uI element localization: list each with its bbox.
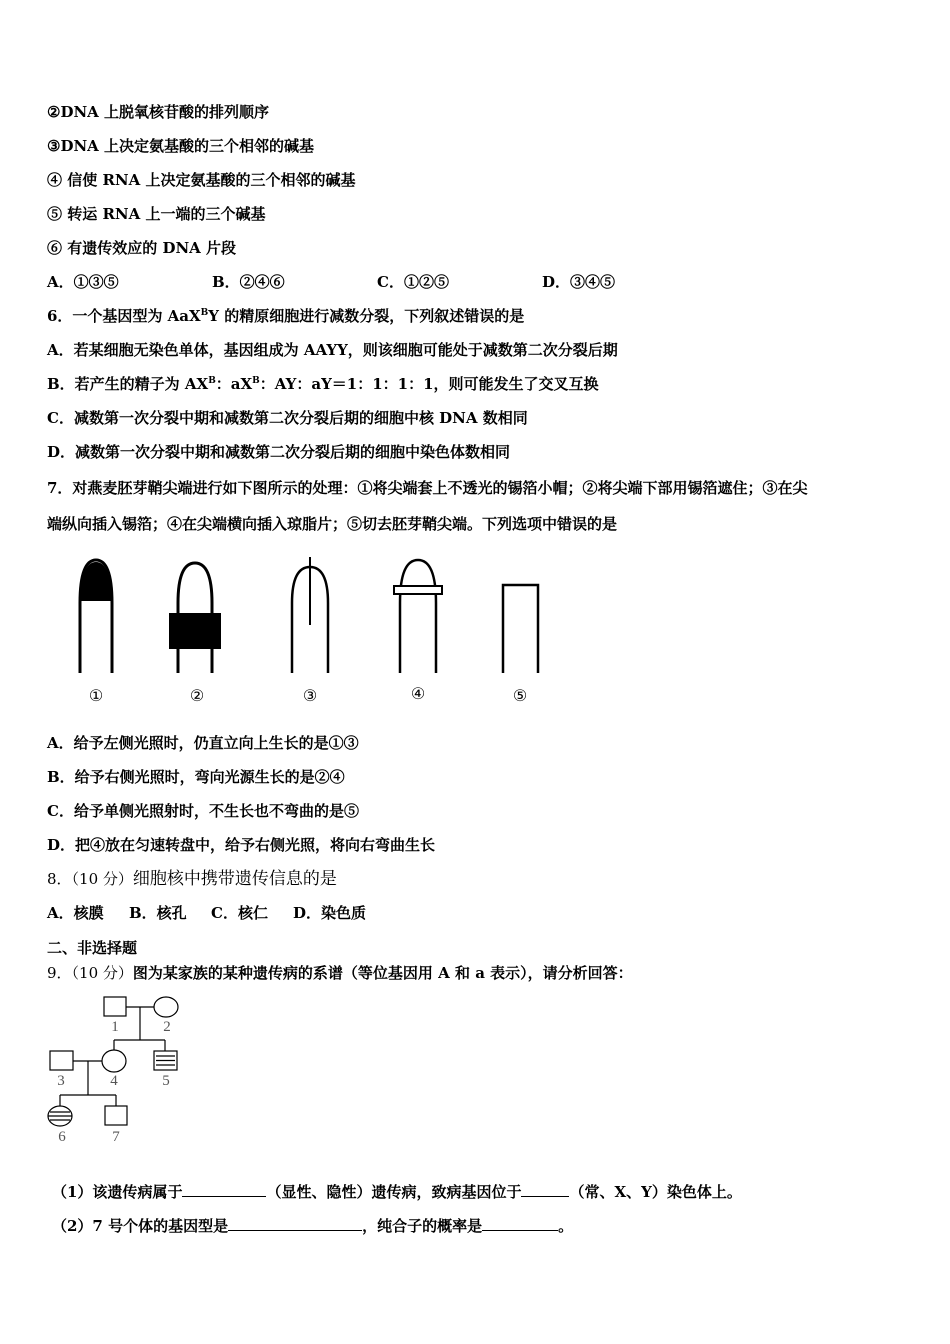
q5-options [47,272,615,292]
coleoptile-4 [394,560,442,673]
q6-option-b: B．若产生的精子为 $AX^B$：$aX^B$：AY：aY＝1：1：1：1，则可能发生了交叉互换 [47,375,599,393]
item-4: ④ 信使 RNA 上决定氨基酸的三个相邻的碱基 [47,171,356,189]
coleoptile-5 [503,585,538,673]
q8-option-a: A．核膜 [47,904,104,922]
q9-sub2: （2）7 号个体的基因型是 ，纯合子的概率是 。 [52,1217,574,1235]
answer-blank-3[interactable] [228,1215,362,1231]
q5-option-b: B．②④⑥ [212,273,285,291]
section-2-heading: 二、非选择题 [47,939,138,957]
q8-stem: 8．（10 分）细胞核中携带遗传信息的是 [47,869,337,889]
q5-option-a: A．①③⑤ [47,273,119,291]
item-6: ⑥ 有遗传效应的 DNA 片段 [47,239,237,257]
individual-3 [50,1051,73,1070]
coleoptile-3 [292,557,328,673]
foil-band-shape [169,613,221,649]
q8-option-c: C．核仁 [211,904,268,922]
pedigree-label-5: 5 [162,1073,170,1089]
q6-option-c: C．减数第一次分裂中期和减数第二次分裂后期的细胞中核 DNA 数相同 [47,409,528,427]
individual-2 [154,997,178,1017]
answer-blank-1[interactable] [182,1181,266,1197]
pedigree-label-7: 7 [112,1129,120,1145]
figure-label-5: ⑤ [512,686,528,705]
pedigree-label-1: 1 [111,1019,119,1035]
coleoptile-figure [60,555,560,715]
coleoptile-1 [80,560,112,673]
individual-7 [105,1106,127,1125]
answer-blank-4[interactable] [482,1215,558,1231]
individual-1 [104,997,126,1016]
answer-blank-2[interactable] [521,1181,569,1197]
figure-label-1: ① [88,686,104,705]
pedigree-chart [40,994,200,1146]
pedigree-label-3: 3 [57,1073,65,1089]
pedigree-label-4: 4 [110,1073,118,1089]
q7-option-a: A．给予左侧光照时，仍直立向上生长的是①③ [47,734,359,752]
pedigree-label-2: 2 [163,1019,171,1035]
q9-stem: 9．（10 分）图为某家族的某种遗传病的系谱（等位基因用 A 和 a 表示），请分析回答： [47,964,633,982]
figure-label-2: ② [189,686,205,705]
q8-option-d: D．染色质 [293,904,367,922]
coleoptile-2 [169,563,221,673]
figure-label-3: ③ [302,686,318,705]
agar-slice-shape [394,586,442,594]
q5-option-d: D．③④⑤ [542,273,616,291]
q7-stem-line1: 7．对燕麦胚芽鞘尖端进行如下图所示的处理：①将尖端套上不透光的锡箔小帽；②将尖端下部用锡箔遮住；③在尖 [47,479,808,497]
q5-option-c: C．①②⑤ [377,273,449,291]
figure-label-4: ④ [410,684,426,703]
q7-stem-line2: 端纵向插入锡箔；④在尖端横向插入琼脂片；⑤切去胚芽鞘尖端。下列选项中错误的是 [47,515,618,533]
item-5: ⑤ 转运 RNA 上一端的三个碱基 [47,205,266,223]
item-2: ②DNA 上脱氧核苷酸的排列顺序 [47,103,270,121]
q9-sub1: （1）该遗传病属于 （显性、隐性）遗传病，致病基因位于 （常、X、Y）染色体上。 [52,1183,742,1201]
q6-option-a: A．若某细胞无染色单体，基因组成为 AAYY，则该细胞可能处于减数第二次分裂后期 [47,341,618,359]
q7-option-b: B．给予右侧光照时，弯向光源生长的是②④ [47,768,345,786]
q8-option-b: B．核孔 [129,904,187,922]
q6-option-d: D．减数第一次分裂中期和减数第二次分裂后期的细胞中染色体数相同 [47,443,511,461]
item-3: ③DNA 上决定氨基酸的三个相邻的碱基 [47,137,315,155]
q7-option-d: D．把④放在匀速转盘中，给予右侧光照，将向右弯曲生长 [47,836,436,854]
individual-4 [102,1050,126,1072]
q7-option-c: C．给予单侧光照射时，不生长也不弯曲的是⑤ [47,802,359,820]
pedigree-label-6: 6 [58,1129,66,1145]
q6-stem: 6．一个基因型为 AaX$^B$Y 的精原细胞进行减数分裂，下列叙述错误的是 [47,307,525,325]
q8-options [47,903,366,923]
